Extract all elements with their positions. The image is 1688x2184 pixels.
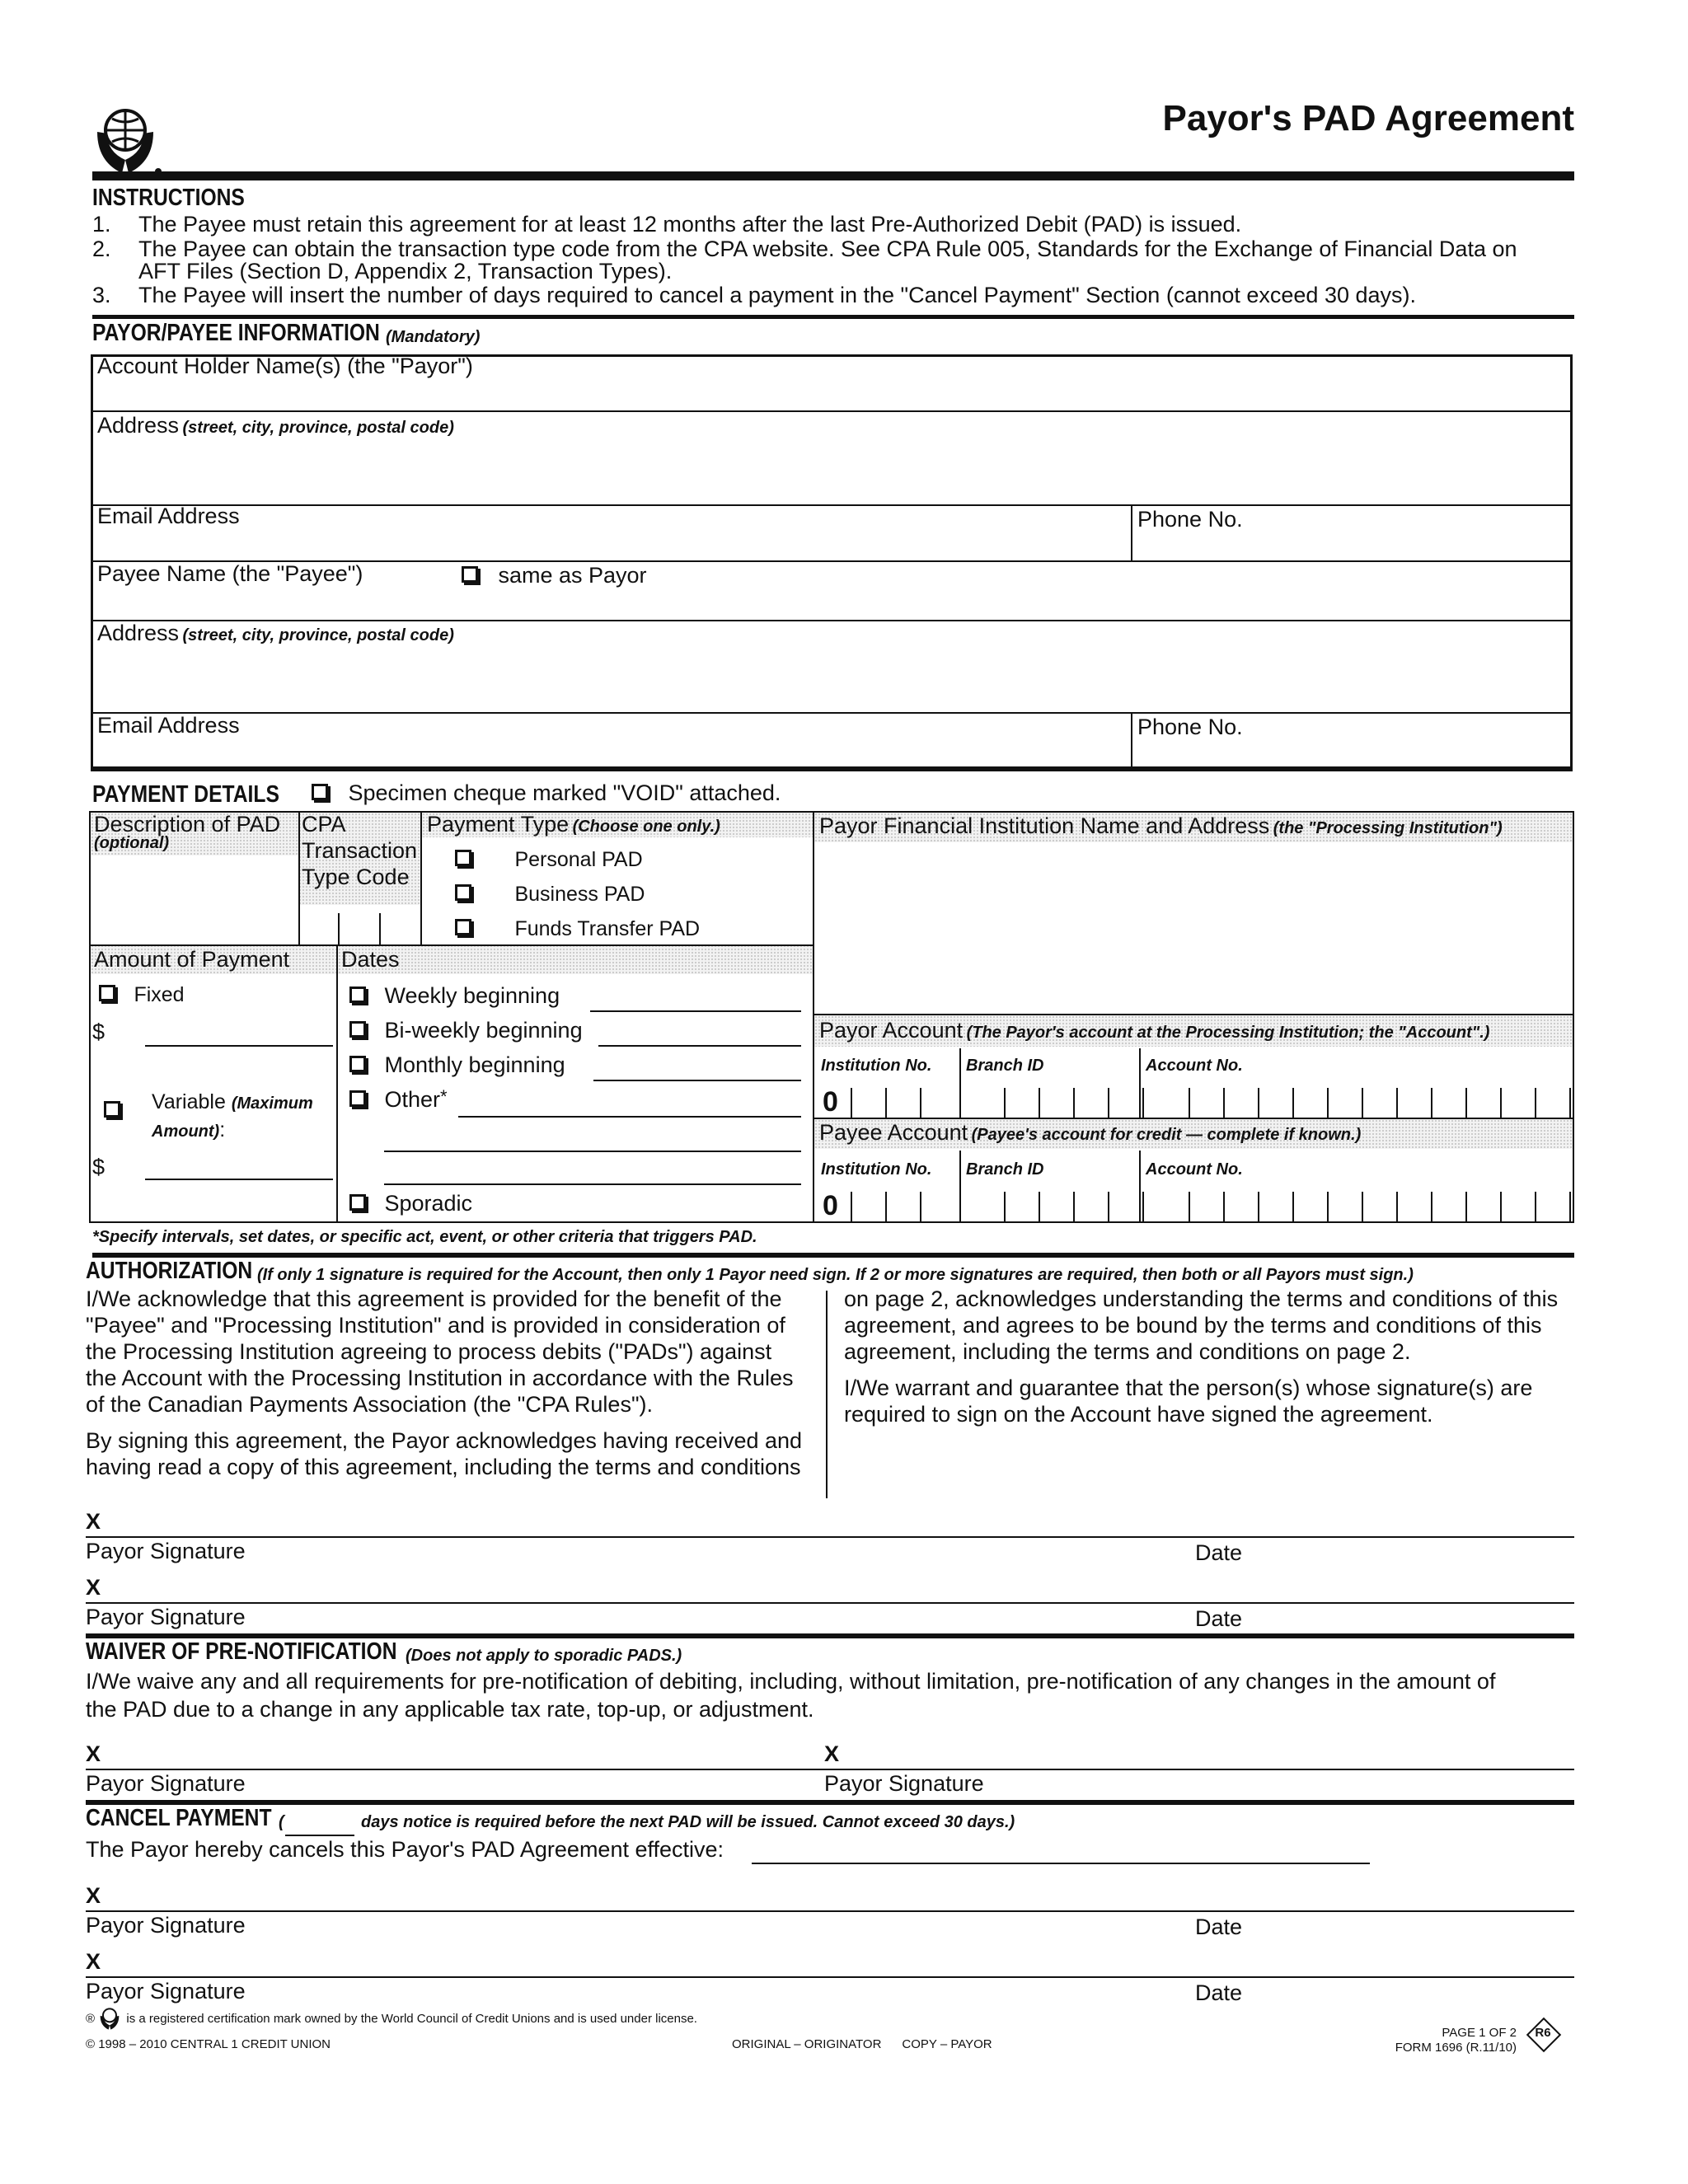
payor-signature-label: Payor Signature [86,1979,246,2004]
business-pad-label: Business PAD [514,883,645,906]
digit-box-separator [1258,1088,1259,1118]
footer-copies: ORIGINAL – ORIGINATOR COPY – PAYOR [732,2037,992,2051]
auth-left-line: the Processing Institution agreeing to process debits ("PADs") against [86,1339,772,1364]
waiver-text-line-2: the PAD due to a change in any applicable tax rate, top-up, or adjustment. [86,1697,814,1722]
payor-payee-heading-text: PAYOR/PAYEE INFORMATION [92,320,380,346]
payor-account-note: (The Payor's account at the Processing Institution; the "Account".) [966,1024,1490,1042]
fixed-checkbox[interactable] [99,985,115,1001]
other-line-1[interactable] [458,1116,801,1118]
sporadic-option[interactable] [349,1190,472,1216]
monthly-checkbox[interactable] [349,1056,366,1072]
digit-box-separator [1465,1088,1467,1118]
auth-left-line: of the Canadian Payments Association (the "CPA Rules"). [86,1392,654,1417]
digit-box-separator [1108,1088,1109,1118]
payment-type-label: Payment Type [427,812,570,837]
cancel-signature-line-2[interactable] [86,1976,1574,1978]
payor-account-header [819,1017,1489,1043]
payee-institution-prefill: 0 [823,1190,838,1221]
monthly-label: Monthly beginning [384,1052,565,1077]
grid-line [336,944,338,1223]
other-line-2[interactable] [384,1151,801,1152]
authorization-left-column [86,1286,802,1480]
payor-payee-heading [92,320,481,347]
phone-divider [1131,712,1132,771]
instruction-2-text: The Payee can obtain the transaction type code from the CPA website. See CPA Rule 005, Standards for the Exchange of Financial Data on [138,237,1517,261]
digit-box-separator [1004,1192,1006,1221]
other-asterisk: * [439,1086,448,1107]
variable-label-line-1 [152,1090,313,1116]
sporadic-label: Sporadic [384,1191,473,1216]
date-label: Date [1195,1540,1243,1565]
void-cheque-label: Specimen cheque marked "VOID" attached. [348,780,781,805]
variable-amount-line[interactable] [145,1179,333,1180]
payment-details-rule [92,1253,1574,1258]
same-as-payor-checkbox[interactable] [462,566,478,583]
payor-branch-id-label: Branch ID [966,1057,1044,1075]
cancel-note: days notice is required before the next PAD will be issued. Cannot exceed 30 days.) [361,1813,1015,1831]
date-label: Date [1195,1606,1243,1631]
authorization-heading [86,1258,1414,1285]
footer-trademark [86,2008,697,2031]
cancel-signature-line-1[interactable] [86,1910,1574,1912]
fixed-dollar-sign: $ [92,1019,106,1044]
digit-box-separator [1327,1192,1329,1221]
instruction-3-num: 3. [92,283,111,307]
auth-right-line: on page 2, acknowledges understanding the terms and conditions of this [844,1286,1559,1311]
digit-box-separator [1142,1088,1144,1118]
payor-phone-field[interactable]: Phone No. [1137,507,1243,532]
auth-right-line: I/We warrant and guarantee that the person(s) whose signature(s) are [844,1376,1533,1400]
digit-box-separator [1004,1088,1006,1118]
instruction-1-text: The Payee must retain this agreement for at least 12 months after the last Pre-Authorized Debit (PAD) is issued. [138,212,1242,237]
payor-signature-label: Payor Signature [86,1605,246,1629]
variable-note-2: Amount) [152,1122,220,1141]
payment-type-note: (Choose one only.) [572,818,720,836]
address-label: Address [97,621,180,645]
digit-box-separator [1396,1192,1398,1221]
digit-box-separator [885,1192,887,1221]
other-label: Other [384,1087,440,1112]
footer-copyright: © 1998 – 2010 CENTRAL 1 CREDIT UNION [86,2037,331,2051]
payment-type-header [427,811,720,837]
auth-left-line: "Payee" and "Processing Institution" and is provided in consideration of [86,1313,785,1338]
auth-left-line: having read a copy of this agreement, including the terms and conditions [86,1455,801,1479]
digit-box-separator [1396,1088,1398,1118]
auth-left-line: I/We acknowledge that this agreement is provided for the benefit of the [86,1286,782,1311]
sporadic-checkbox[interactable] [349,1194,366,1211]
revision-badge [1526,2018,1559,2050]
signature-x-mark: X [86,1575,101,1600]
cancel-heading-text: CANCEL PAYMENT [86,1805,272,1831]
waiver-heading [86,1638,682,1666]
institution-field[interactable] [816,844,1571,1012]
digit-box-separator [1362,1192,1363,1221]
waiver-rule [86,1800,1574,1805]
fixed-label: Fixed [134,983,185,1006]
payee-institution-no-label: Institution No. [821,1160,932,1179]
payment-footnote: *Specify intervals, set dates, or specific act, event, or other criteria that triggers PAD. [92,1228,757,1246]
digit-box-separator [1039,1088,1040,1118]
digit-box-separator [1431,1088,1432,1118]
authorization-right-column [844,1286,1558,1427]
same-as-payor-option[interactable] [462,562,647,588]
waiver-note: (Does not apply to sporadic PADS.) [406,1647,682,1665]
other-checkbox[interactable] [349,1090,366,1107]
business-pad-option[interactable] [455,882,645,907]
signature-x-mark: X [824,1741,840,1766]
payee-phone-field[interactable]: Phone No. [1137,715,1243,739]
biweekly-label: Bi-weekly beginning [384,1018,583,1043]
authorization-heading-text: AUTHORIZATION [86,1258,253,1284]
personal-pad-label: Personal PAD [514,848,643,871]
payee-account-note: (Payee's account for credit — complete if known.) [971,1126,1362,1144]
digit-box-separator [1039,1192,1040,1221]
fixed-amount-line[interactable] [145,1045,333,1047]
funds-transfer-pad-option[interactable] [455,916,700,941]
payor-account-no-label: Account No. [1146,1057,1243,1075]
digit-box-separator [1108,1192,1109,1221]
cancel-note-open: ( [279,1813,284,1831]
instruction-3-text: The Payee will insert the number of days required to cancel a payment in the "Cancel Payment" Section (cannot exceed 30 days). [138,283,1417,307]
digit-box-separator [1223,1192,1225,1221]
other-line-3[interactable] [384,1183,801,1185]
digit-box-separator [1223,1088,1225,1118]
digit-box-separator [1292,1088,1294,1118]
revision-badge-text: R6 [1535,2026,1551,2040]
payor-address-field[interactable] [97,412,1564,503]
payor-email-field[interactable]: Email Address [97,504,240,528]
digit-box-separator [1258,1192,1259,1221]
cancel-heading [86,1805,1015,1832]
amount-label: Amount of Payment [94,947,290,972]
address-note: (street, city, province, postal code) [182,626,454,644]
payee-name-field[interactable]: Payee Name (the "Payee") [97,561,363,586]
void-cheque-option[interactable] [312,780,781,806]
funds-transfer-pad-label: Funds Transfer PAD [514,917,701,940]
personal-pad-checkbox[interactable] [455,850,471,866]
signature-x-mark: X [86,1949,101,1974]
payee-address-field[interactable] [97,620,1564,710]
signature-x-mark: X [86,1883,101,1908]
monthly-date-line[interactable] [593,1080,801,1081]
address-note: (street, city, province, postal code) [182,419,454,437]
same-as-payor-label: same as Payor [498,563,647,588]
other-option[interactable] [349,1086,448,1113]
grid-line [813,811,814,1223]
digit-box-separator [1073,1192,1075,1221]
phone-divider [1131,504,1132,560]
instruction-2-text-cont: AFT Files (Section D, Appendix 2, Transaction Types). [138,259,673,284]
digit-box-separator [851,1192,852,1221]
auth-left-line: By signing this agreement, the Payor acknowledges having received and [86,1428,803,1453]
institution-header [819,813,1503,839]
cpa-code-field[interactable] [300,907,420,944]
digit-box-separator [1073,1088,1075,1118]
date-label: Date [1195,1915,1243,1939]
digit-box-separator [1500,1088,1502,1118]
digit-box-separator [1189,1192,1190,1221]
payor-signature-label: Payor Signature [86,1539,246,1563]
variable-label-line-2 [152,1118,225,1144]
description-label: Description of PAD [94,812,281,837]
payee-account-digits[interactable] [816,1190,1571,1221]
authorization-note: (If only 1 signature is required for the Account, then only 1 Payor need sign. If 2 or more signatures are required, then both or all Payors must sign.) [257,1266,1414,1284]
biweekly-date-line[interactable] [598,1045,801,1047]
digit-box-separator [1431,1192,1432,1221]
grid-line [813,1014,1574,1015]
authorization-column-divider [826,1291,828,1498]
digit-box-separator [1569,1192,1571,1221]
payment-details-heading: PAYMENT DETAILS [92,781,279,808]
auth-right-line: required to sign on the Account have signed the agreement. [844,1402,1433,1427]
personal-pad-option[interactable] [455,847,643,872]
header-rule [92,171,1574,180]
weekly-option[interactable] [349,982,560,1009]
variable-dollar-sign: $ [92,1155,106,1179]
payor-institution-no-label: Institution No. [821,1057,932,1075]
digit-box-separator [1292,1192,1294,1221]
payee-account-header [819,1119,1361,1146]
date-label: Date [1195,1980,1243,2005]
digit-box-separator [1465,1192,1467,1221]
cancel-text: The Payor hereby cancels this Payor's PAD Agreement effective: [86,1837,724,1862]
dates-label: Dates [341,947,400,972]
payor-signature-line-1[interactable] [86,1536,1574,1538]
weekly-label: Weekly beginning [384,983,560,1008]
description-optional-note: (optional) [94,834,170,852]
variable-checkbox[interactable] [104,1101,120,1118]
instructions-rule [92,315,1574,319]
dates-header-shade [338,944,813,974]
registered-mark-icon: ® [86,2011,96,2026]
business-pad-checkbox[interactable] [455,884,471,901]
digit-box-separator [1535,1192,1536,1221]
monthly-option[interactable] [349,1052,565,1078]
credit-union-logo-small [98,2008,123,2031]
credit-union-logo [92,107,163,176]
void-cheque-checkbox[interactable] [312,784,328,800]
payor-account-digits[interactable] [816,1086,1571,1118]
digit-box-separator [920,1088,921,1118]
digit-box-separator [1189,1088,1190,1118]
weekly-date-line[interactable] [590,1010,801,1012]
fixed-option[interactable] [99,982,185,1007]
digit-box-separator [920,1192,921,1221]
digit-box-separator [1142,1192,1144,1221]
account-holder-field[interactable]: Account Holder Name(s) (the "Payor") [97,354,473,378]
signature-x-mark: X [86,1741,101,1766]
payor-institution-prefill: 0 [823,1086,838,1118]
payee-branch-id-label: Branch ID [966,1160,1044,1179]
cpa-label-line-1: CPA [302,812,346,837]
digit-box-separator [1569,1088,1571,1118]
auth-left-line: the Account with the Processing Institution in accordance with the Rules [86,1366,794,1390]
funds-transfer-pad-checkbox[interactable] [455,919,471,935]
footer-page-number: PAGE 1 OF 2 [1442,2026,1517,2040]
payor-account-label: Payor Account [819,1018,964,1043]
payor-signature-label: Payor Signature [86,1771,246,1796]
digit-box-separator [1535,1088,1536,1118]
payee-account-no-label: Account No. [1146,1160,1243,1179]
variable-label: Variable [152,1090,226,1113]
digit-box-separator [1362,1088,1363,1118]
cancel-effective-date-line[interactable] [752,1863,1370,1864]
instruction-1-num: 1. [92,212,111,237]
address-label: Address [97,413,180,438]
payor-signature-line-2[interactable] [86,1602,1574,1604]
digit-box-separator [885,1088,887,1118]
instruction-2-num: 2. [92,237,111,261]
auth-right-line: agreement, including the terms and conditions on page 2. [844,1339,1411,1364]
auth-right-line: agreement, and agrees to be bound by the terms and conditions of this [844,1313,1542,1338]
variable-note-1: (Maximum [231,1094,313,1113]
digit-box-separator [1500,1192,1502,1221]
page-title: Payor's PAD Agreement [1162,98,1574,138]
variable-option[interactable] [104,1101,120,1122]
signature-x-mark: X [86,1509,101,1534]
biweekly-option[interactable] [349,1017,583,1043]
footer-form-number: FORM 1696 (R.11/10) [1395,2041,1517,2055]
institution-note: (the "Processing Institution") [1273,819,1503,837]
cpa-label-line-2: Transaction [302,838,418,863]
grid-line [420,811,422,944]
description-field[interactable] [92,857,297,943]
cpa-label-line-3: Type Code [302,865,410,889]
trademark-text: is a registered certification mark owned by the World Council of Credit Unions and is used under license. [126,2011,697,2026]
institution-label: Payor Financial Institution Name and Address [819,813,1270,838]
waiver-text-line-1: I/We waive any and all requirements for pre-notification of debiting, including, without limitation, pre-notification of any changes in the amount of [86,1669,1496,1694]
weekly-checkbox[interactable] [349,987,366,1003]
biweekly-checkbox[interactable] [349,1021,366,1038]
payor-signature-label: Payor Signature [86,1913,246,1938]
payor-signature-label: Payor Signature [824,1771,984,1796]
waiver-heading-text: WAIVER OF PRE-NOTIFICATION [86,1638,397,1665]
digit-box-separator [1327,1088,1329,1118]
payee-email-field[interactable]: Email Address [97,713,240,738]
payor-payee-mandatory-note: (Mandatory) [386,328,481,346]
instructions-heading: INSTRUCTIONS [92,185,245,211]
payee-account-label: Payee Account [819,1120,968,1145]
variable-colon: : [219,1118,226,1141]
digit-box-separator [851,1088,852,1118]
